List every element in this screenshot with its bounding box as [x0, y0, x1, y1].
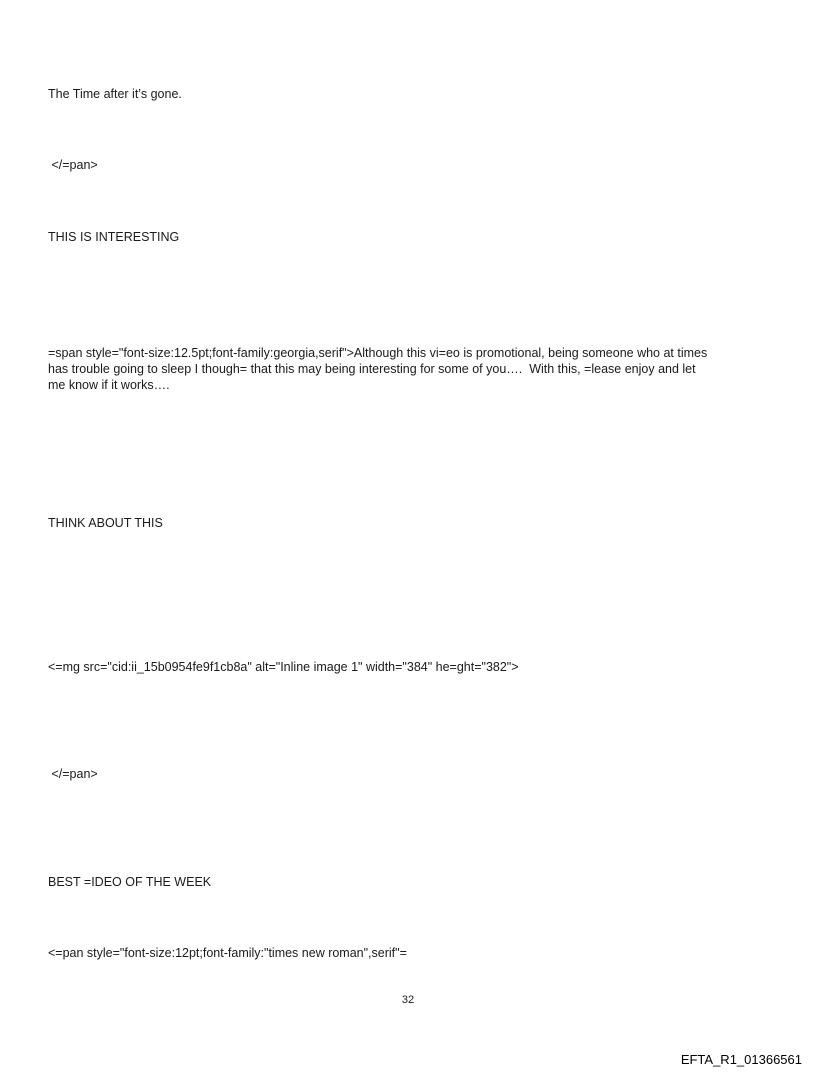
- text-line-time: The Time after it’s gone.: [48, 87, 182, 101]
- text-line-span-times: <=pan style="font-size:12pt;font-family:"times new roman",serif"=: [48, 946, 407, 960]
- paragraph-promotional: [48, 345, 778, 393]
- text-line-img-tag: <=mg src="cid:ii_15b0954fe9f1cb8a" alt="Inline image 1" width="384" he=ght="382">: [48, 660, 519, 674]
- bates-number: EFTA_R1_01366561: [680, 1052, 802, 1067]
- heading-best-video: BEST =IDEO OF THE WEEK: [48, 875, 212, 889]
- paragraph-line: =span style="font-size:12.5pt;font-family:georgia,serif">Although this vi=eo is promotional, being someone who at times: [48, 346, 708, 360]
- paragraph-line: has trouble going to sleep I though= that this may being interesting for some of you…. With this, =lease enjoy and let: [48, 362, 696, 376]
- paragraph-line: me know if it works….: [48, 378, 170, 392]
- page-number: 32: [401, 994, 415, 1006]
- heading-this-is-interesting: THIS IS INTERESTING: [48, 230, 180, 244]
- text-line-close-span: </=pan>: [48, 158, 98, 172]
- heading-think-about-this: THINK ABOUT THIS: [48, 516, 163, 530]
- text-line-close-span: </=pan>: [48, 767, 98, 781]
